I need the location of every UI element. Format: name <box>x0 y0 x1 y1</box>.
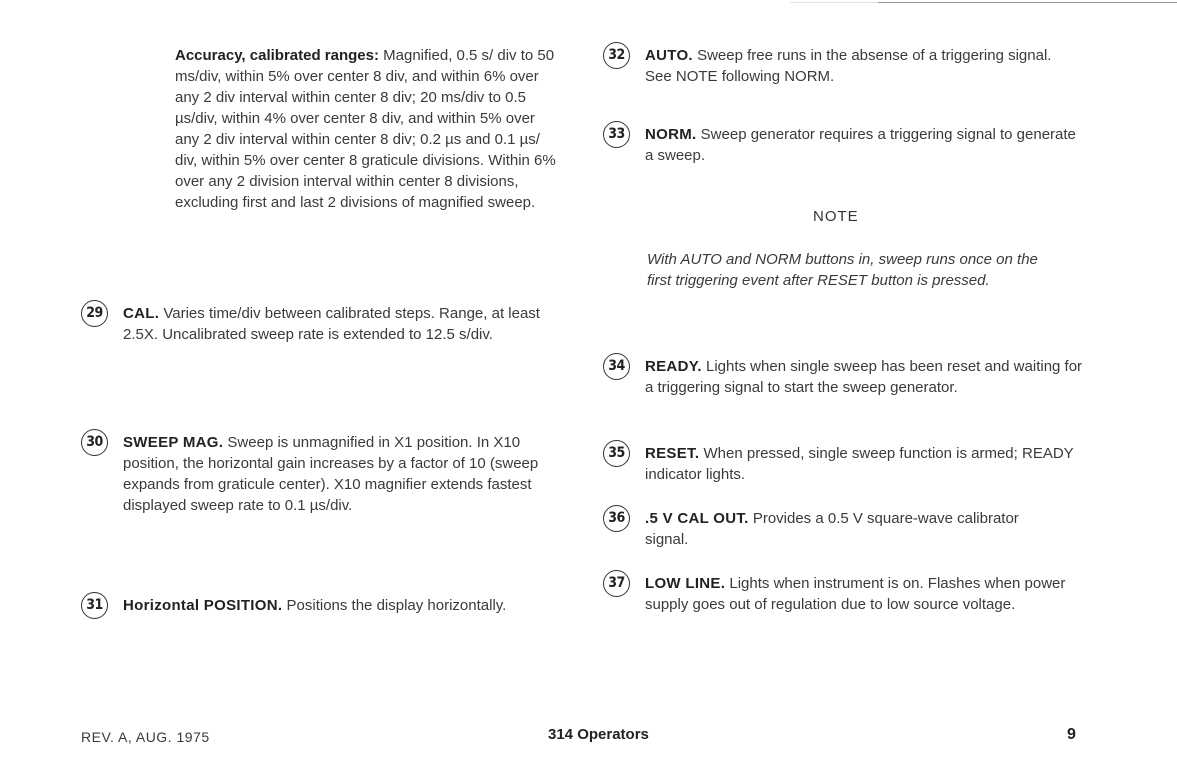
top-rule <box>878 2 1177 3</box>
item-label: SWEEP MAG. <box>123 434 224 451</box>
item-32-auto <box>603 42 1078 87</box>
item-number-badge: 37 <box>603 570 630 597</box>
item-30-sweep-mag <box>81 429 556 516</box>
accuracy-label: Accuracy, calibrated ranges: <box>175 47 379 64</box>
item-label: CAL. <box>123 305 160 322</box>
page-number: 9 <box>1067 726 1076 743</box>
item-label: READY. <box>645 358 702 375</box>
item-29-cal <box>81 300 573 345</box>
item-text: Provides a 0.5 V square-wave calibrator signal. <box>645 510 1019 548</box>
accuracy-paragraph <box>175 45 560 213</box>
item-number-badge: 33 <box>603 121 630 148</box>
item-text: Lights when single sweep has been reset and waiting for a triggering signal to start the sweep generator. <box>645 358 1083 396</box>
item-text: When pressed, single sweep function is armed; READY indicator lights. <box>645 445 1074 483</box>
footer-title: 314 Operators <box>548 726 649 743</box>
item-number-badge: 34 <box>603 353 630 380</box>
item-label: LOW LINE. <box>645 575 726 592</box>
item-label: .5 V CAL OUT. <box>645 510 749 527</box>
item-number-badge: 36 <box>603 505 630 532</box>
footer-revision: REV. A, AUG. 1975 <box>81 729 210 745</box>
item-35-reset <box>603 440 1093 485</box>
item-number-badge: 35 <box>603 440 630 467</box>
item-text: Sweep is unmagnified in X1 position. In X10 position, the horizontal gain increases by a factor of 10 (sweep expands from graticule center). X10 magnifier extends fastest displayed sweep rate to 0.1 µs/div. <box>123 434 539 514</box>
item-label: NORM. <box>645 126 697 143</box>
item-number-badge: 30 <box>81 429 108 456</box>
item-text: Sweep free runs in the absense of a triggering signal. See NOTE following NORM. <box>645 47 1052 85</box>
item-number-badge: 32 <box>603 42 630 69</box>
item-label: RESET. <box>645 445 700 462</box>
item-number-badge: 29 <box>81 300 108 327</box>
item-37-low-line <box>603 570 1078 615</box>
item-34-ready <box>603 353 1083 398</box>
item-number-badge: 31 <box>81 592 108 619</box>
item-text: Varies time/div between calibrated steps. Range, at least 2.5X. Uncalibrated sweep rate is extended to 12.5 s/div. <box>123 305 540 343</box>
item-text: Positions the display horizontally. <box>282 597 507 614</box>
item-label: AUTO. <box>645 47 693 64</box>
item-text: Sweep generator requires a triggering signal to generate a sweep. <box>645 126 1076 164</box>
item-label: Horizontal POSITION. <box>123 597 283 614</box>
item-36-cal-out <box>603 505 1058 550</box>
note-title: NOTE <box>813 208 859 225</box>
item-text: Lights when instrument is on. Flashes when power supply goes out of regulation due to low source voltage. <box>645 575 1066 613</box>
accuracy-text: Magnified, 0.5 s/ div to 50 ms/div, within 5% over center 8 div, and within 6% over any 2 div interval within center 8 div; 20 ms/div to 0.5 µs/div, within 4% over center 8 div, and within 5% over any 2 div interval within center 8 div; 0.2 µs and 0.1 µs/ div, within 5% over center 8 graticule divisions. Within 6% over any 2 division interval within center 8 divisions, excluding first and last 2 divisions of magnified sweep. <box>175 47 556 211</box>
item-33-norm <box>603 121 1078 166</box>
top-rule-faint <box>790 2 878 3</box>
note-text: With AUTO and NORM buttons in, sweep runs once on the first triggering event after RESET button is pressed. <box>647 251 1038 289</box>
item-31-horizontal-position <box>81 592 556 616</box>
